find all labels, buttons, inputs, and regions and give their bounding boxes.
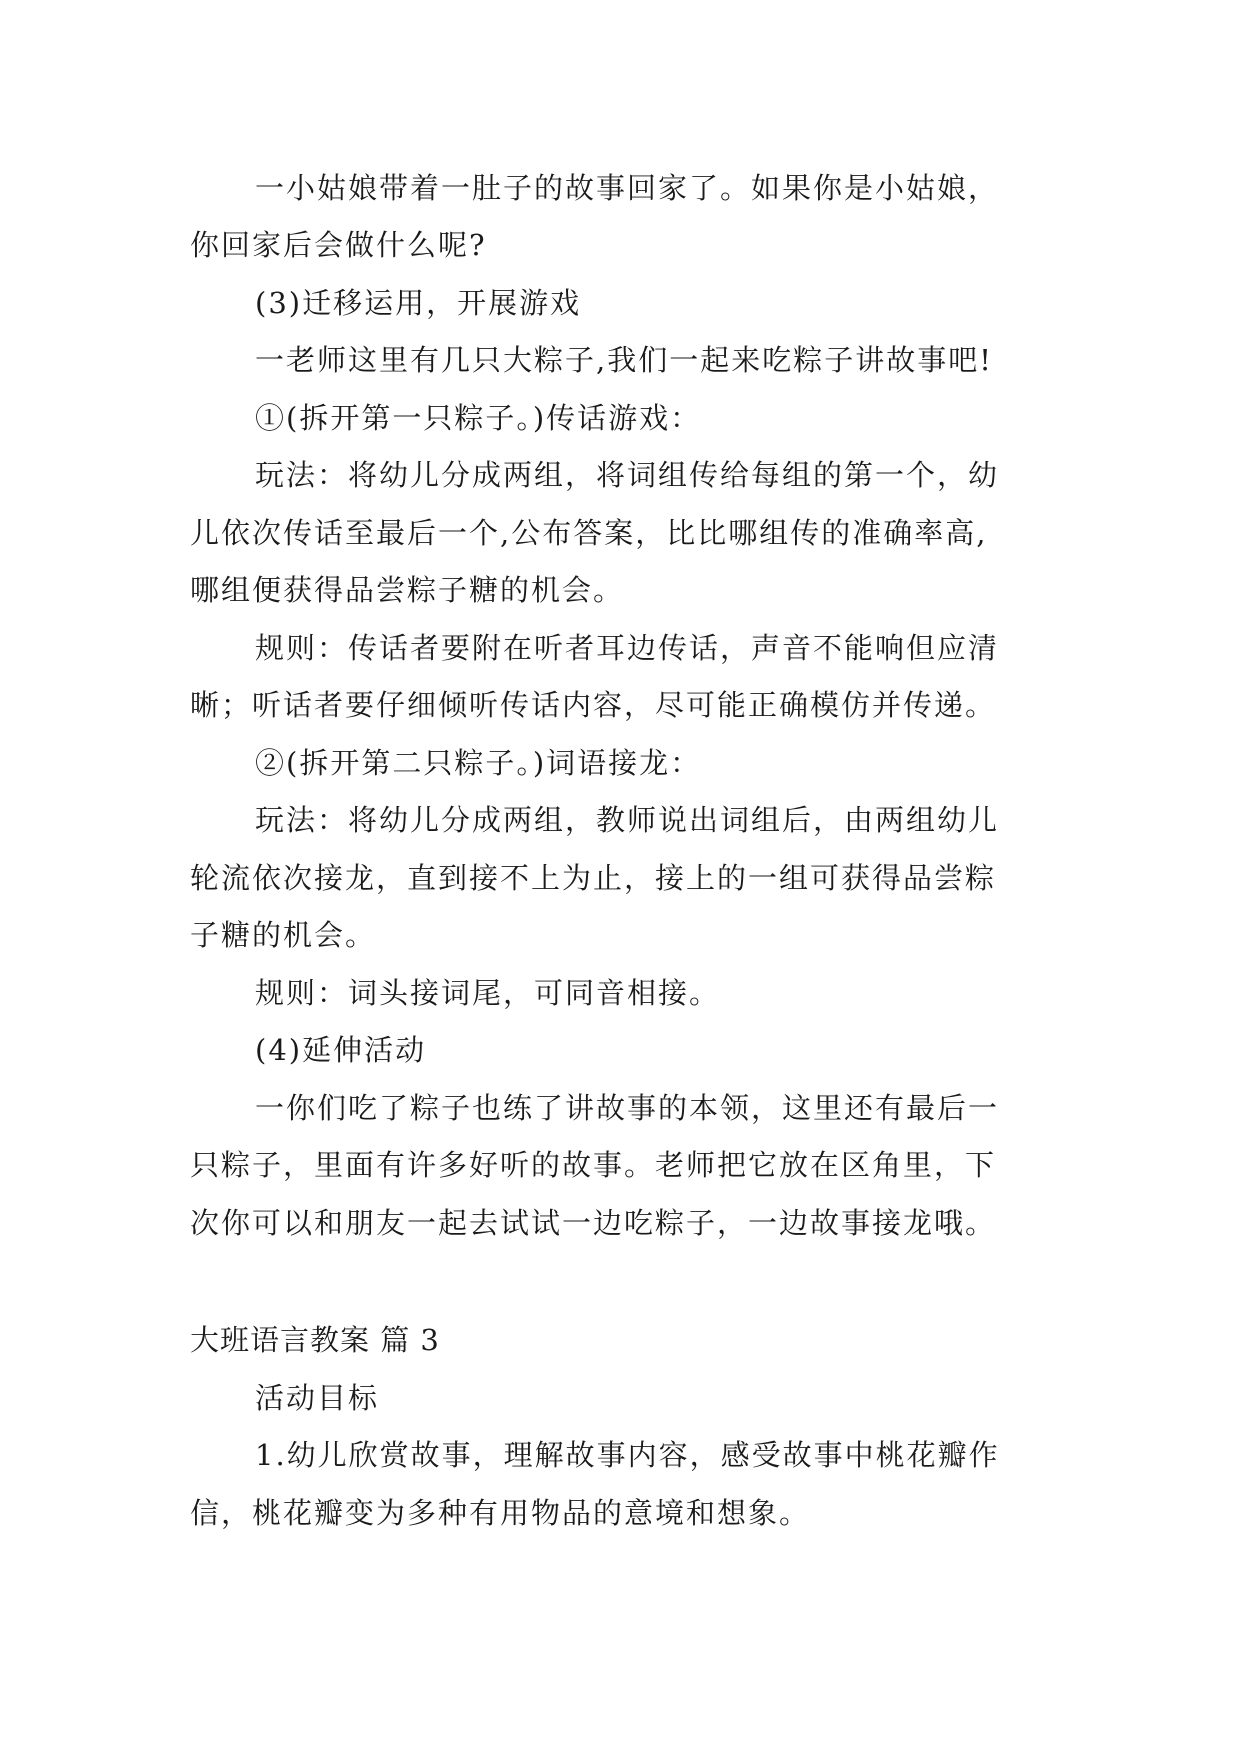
paragraph-line: 你回家后会做什么呢? [190,228,487,262]
paragraph-line: 一老师这里有几只大粽子,我们一起来吃粽子讲故事吧! [255,343,993,377]
section-heading: (3)迁移运用，开展游戏 [255,286,582,320]
paragraph-line: 规则：传话者要附在听者耳边传话，声音不能响但应清 [255,631,1000,665]
chapter-title: 大班语言教案 篇 3 [190,1323,440,1357]
paragraph-line: 玩法：将幼儿分成两组，将词组传给每组的第一个，幼 [255,458,1000,492]
paragraph-line: 信，桃花瓣变为多种有用物品的意境和想象。 [190,1496,811,1530]
paragraph-line: 一小姑娘带着一肚子的故事回家了。如果你是小姑娘， [255,171,1000,205]
paragraph-line: ①(拆开第一只粽子。)传话游戏： [255,401,702,435]
paragraph-line: 哪组便获得品尝粽子糖的机会。 [190,573,625,607]
section-heading: 活动目标 [255,1381,380,1415]
section-heading: (4)延伸活动 [255,1033,427,1067]
paragraph-line: 玩法：将幼儿分成两组，教师说出词组后，由两组幼儿 [255,803,1000,837]
paragraph-line: 只粽子，里面有许多好听的故事。老师把它放在区角里，下 [190,1148,997,1182]
paragraph-line: 一你们吃了粽子也练了讲故事的本领，这里还有最后一 [255,1091,1000,1125]
paragraph-line: 次你可以和朋友一起去试试一边吃粽子，一边故事接龙哦。 [190,1206,997,1240]
paragraph-line: 规则：词头接词尾，可同音相接。 [255,976,721,1010]
paragraph-line: 子糖的机会。 [190,918,377,952]
paragraph-line: ②(拆开第二只粽子。)词语接龙： [255,746,702,780]
paragraph-line: 1.幼儿欣赏故事，理解故事内容，感受故事中桃花瓣作 [255,1438,1000,1472]
paragraph-line: 儿依次传话至最后一个,公布答案，比比哪组传的准确率高, [190,516,988,550]
paragraph-line: 轮流依次接龙，直到接不上为止，接上的一组可获得品尝粽 [190,861,997,895]
paragraph-line: 晰；听话者要仔细倾听传话内容，尽可能正确模仿并传递。 [190,688,997,722]
